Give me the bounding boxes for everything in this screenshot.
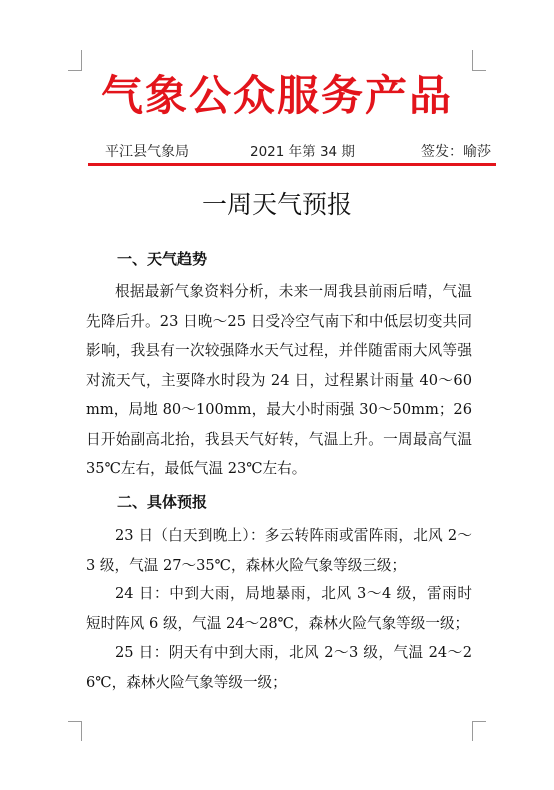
paragraph-forecast-24: 24 日：中到大雨，局地暴雨，北风 3～4 级，雷雨时短时阵风 6 级，气温 24～28℃，森林火险气象等级一级；	[86, 585, 472, 632]
paragraph-forecast-23: 23 日（白天到晚上）：多云转阵雨或雷阵雨，北风 2～3 级，气温 27～35℃，森林火险气象等级三级；	[86, 527, 472, 574]
paragraph-forecast-25: 25 日：阴天有中到大雨，北风 2～3 级，气温 24～26℃，森林火险气象等级一级；	[86, 644, 472, 691]
issuing-organization: 平江县气象局	[105, 144, 189, 160]
red-divider	[88, 163, 496, 166]
section-heading-forecast: 二、具体预报	[117, 493, 208, 511]
signer: 签发：喻莎	[421, 144, 491, 160]
issue-number: 2021 年第 34 期	[250, 144, 355, 160]
paragraph-trend: 根据最新气象资料分析，未来一周我县前雨后晴，气温先降后升。23 日晚～25 日受冷空气南下和中低层切变共同影响，我县有一次较强降水天气过程，并伴随雷雨大风等强对流天气，主要降水时段为 24 日，过程累计雨量 40～60mm，局地 80～100mm，最大小时雨强 30～50mm；26 日开始副高北抬，我县天气好转，气温上升。一周最高气温 35℃左右，最低气温 23℃左右。	[86, 283, 472, 477]
banner-title: 气象公众服务产品	[100, 71, 453, 120]
document-title: 一周天气预报	[201, 190, 352, 219]
section-heading-trend: 一、天气趋势	[117, 250, 208, 268]
